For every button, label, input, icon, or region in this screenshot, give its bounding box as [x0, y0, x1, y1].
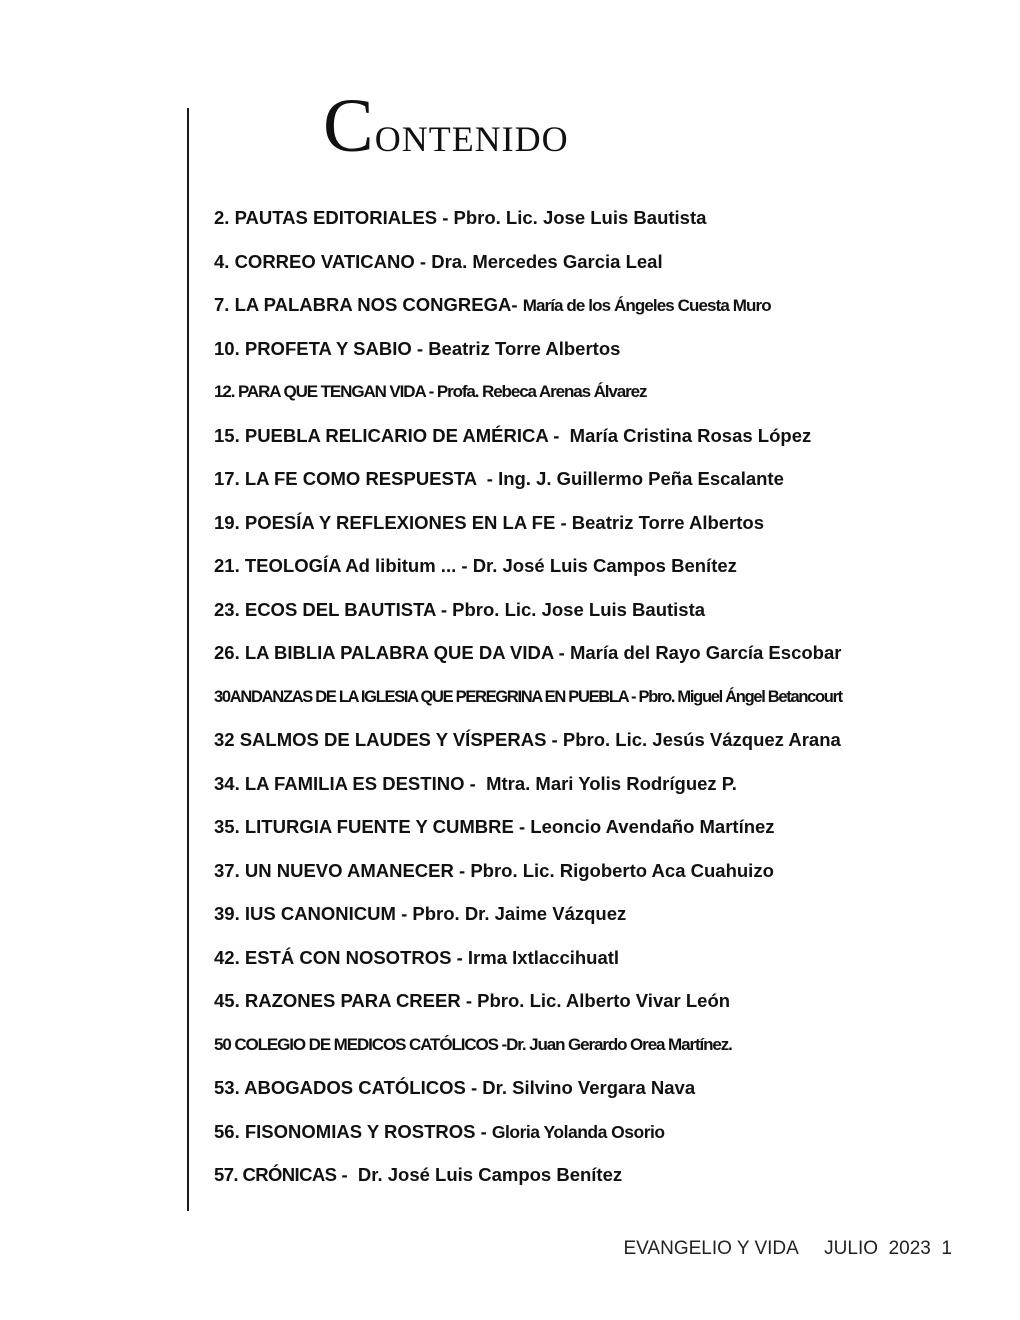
toc-entry [214, 596, 994, 640]
toc-entry [214, 378, 994, 422]
toc-author: Pbro. Lic. Jose Luis Bautista [453, 207, 707, 228]
toc-author: Pbro. Lic. Alberto Vivar León [477, 990, 731, 1011]
toc-author: Pbro. Lic. Jose Luis Bautista [452, 598, 706, 620]
toc-entry [214, 1074, 994, 1118]
toc-separator: - [460, 990, 478, 1011]
toc-separator: - [627, 687, 639, 706]
toc-section: 45. RAZONES PARA CREER [214, 990, 461, 1011]
page-footer [624, 1238, 953, 1260]
toc-author: María de los Ángeles Cuesta Muro [522, 296, 771, 315]
toc-entry [214, 1118, 994, 1162]
toc-section: 10. PROFETA Y SABIO [214, 337, 412, 359]
toc-entry [214, 639, 994, 683]
toc-section: 34. LA FAMILIA ES DESTINO [214, 772, 465, 794]
toc-author: Beatriz Torre Albertos [428, 337, 621, 359]
toc-author: Dra. Mercedes Garcia Leal [431, 250, 663, 272]
toc-separator: - [437, 207, 454, 228]
toc-author: Pbro. Lic. Rigoberto Aca Cuahuizo [470, 859, 774, 881]
toc-section: 17. LA FE COMO RESPUESTA [214, 468, 477, 489]
toc-author: Dr. Juan Gerardo Orea Martínez. [506, 1034, 732, 1054]
toc-author: Beatriz Torre Albertos [571, 511, 765, 533]
toc-section: 32 SALMOS DE LAUDES Y VÍSPERAS [214, 729, 547, 750]
toc-separator: - [464, 772, 487, 794]
toc-entry [214, 987, 994, 1031]
toc-separator: - [456, 555, 473, 576]
toc-section: 2. PAUTAS EDITORIALES [214, 207, 438, 228]
toc-separator: - [553, 642, 570, 663]
toc-section: 12. PARA QUE TENGAN VIDA [214, 382, 426, 401]
toc-author: Irma Ixtlaccihuatl [467, 946, 620, 968]
toc-separator: - [435, 598, 453, 620]
toc-separator: - [513, 816, 531, 837]
toc-section: 4. CORREO VATICANO [214, 250, 415, 272]
toc-separator: - [336, 1164, 358, 1185]
toc-author: Profa. Rebeca Arenas Álvarez [436, 382, 647, 401]
toc-section: 15. PUEBLA RELICARIO DE AMÉRICA [214, 424, 549, 446]
toc-section: 23. ECOS DEL BAUTISTA [214, 598, 436, 620]
toc-entry [214, 248, 994, 292]
toc-section: 21. TEOLOGÍA Ad libitum ... [214, 555, 457, 576]
toc-entry [214, 291, 994, 335]
toc-separator: - [475, 1120, 492, 1142]
footer-year: 2023 [888, 1238, 931, 1259]
toc-entry [214, 552, 994, 596]
toc-author: Ing. J. Guillermo Peña Escalante [498, 468, 784, 489]
toc-section: 57. CRÓNICAS [214, 1164, 337, 1185]
toc-section: 37. UN NUEVO AMANECER [214, 859, 454, 881]
toc-entry [214, 900, 994, 944]
toc-section: 7. LA PALABRA NOS CONGREGA [214, 294, 512, 315]
toc-entry [214, 944, 994, 988]
toc-separator: - [465, 1077, 483, 1098]
toc-separator: - [425, 382, 437, 401]
toc-separator: - [411, 337, 429, 359]
toc-entry [214, 422, 994, 466]
toc-author: Dr. José Luis Campos Benítez [472, 555, 737, 576]
toc-separator: - [546, 729, 563, 750]
toc-separator: - [548, 424, 570, 446]
toc-author: Dr. Silvino Vergara Nava [482, 1077, 696, 1098]
toc-separator: - [497, 1034, 507, 1054]
toc-entry [214, 204, 994, 248]
toc-separator: - [395, 903, 413, 924]
toc-section: 50 COLEGIO DE MEDICOS CATÓLICOS [214, 1034, 498, 1054]
footer-publication: EVANGELIO Y VIDA [623, 1238, 798, 1259]
toc-entry [214, 683, 994, 727]
toc-section: 30ANDANZAS DE LA IGLESIA QUE PEREGRINA EN PUEBLA [214, 687, 628, 706]
page-title-rest: ontenido [374, 106, 569, 163]
toc-entry [214, 465, 994, 509]
toc-separator: - [414, 250, 432, 272]
toc-section: 42. ESTÁ CON NOSOTROS [214, 946, 452, 968]
toc-section: 35. LITURGIA FUENTE Y CUMBRE [214, 816, 514, 837]
toc-author: Dr. José Luis Campos Benítez [357, 1164, 623, 1185]
toc-entry [214, 1031, 994, 1075]
toc-author: Leoncio Avendaño Martínez [530, 816, 775, 837]
toc-entry [214, 770, 994, 814]
toc-author: María Cristina Rosas López [569, 424, 812, 446]
toc-section: 26. LA BIBLIA PALABRA QUE DA VIDA [214, 642, 554, 663]
table-of-contents [214, 204, 994, 1205]
toc-author: Gloria Yolanda Osorio [491, 1121, 665, 1142]
toc-entry [214, 813, 994, 857]
toc-author: Pbro. Lic. Jesús Vázquez Arana [562, 729, 841, 750]
toc-separator: - [555, 511, 572, 533]
toc-entry [214, 857, 994, 901]
footer-page-number: 1 [941, 1238, 952, 1259]
toc-separator: - [476, 468, 499, 489]
toc-separator: - [511, 294, 523, 315]
toc-author: Pbro. Miguel Ángel Betancourt [638, 687, 842, 706]
toc-entry [214, 1161, 994, 1205]
toc-section: 19. POESÍA Y REFLEXIONES EN LA FE [214, 511, 556, 533]
vertical-divider [187, 108, 189, 1211]
toc-section: 53. ABOGADOS CATÓLICOS [214, 1077, 466, 1098]
toc-separator: - [451, 946, 468, 968]
toc-section: 56. FISONOMIAS Y ROSTROS [214, 1120, 476, 1142]
page-title-initial: C [323, 84, 375, 168]
toc-author: Mtra. Mari Yolis Rodríguez P. [486, 772, 737, 794]
toc-entry [214, 726, 994, 770]
toc-entry [214, 335, 994, 379]
toc-entry [214, 509, 994, 553]
toc-author: Pbro. Dr. Jaime Vázquez [412, 903, 627, 924]
toc-separator: - [453, 859, 471, 881]
toc-author: María del Rayo García Escobar [569, 642, 842, 663]
footer-month: JULIO [824, 1238, 879, 1259]
page-title [323, 84, 569, 168]
toc-section: 39. IUS CANONICUM [214, 903, 396, 924]
